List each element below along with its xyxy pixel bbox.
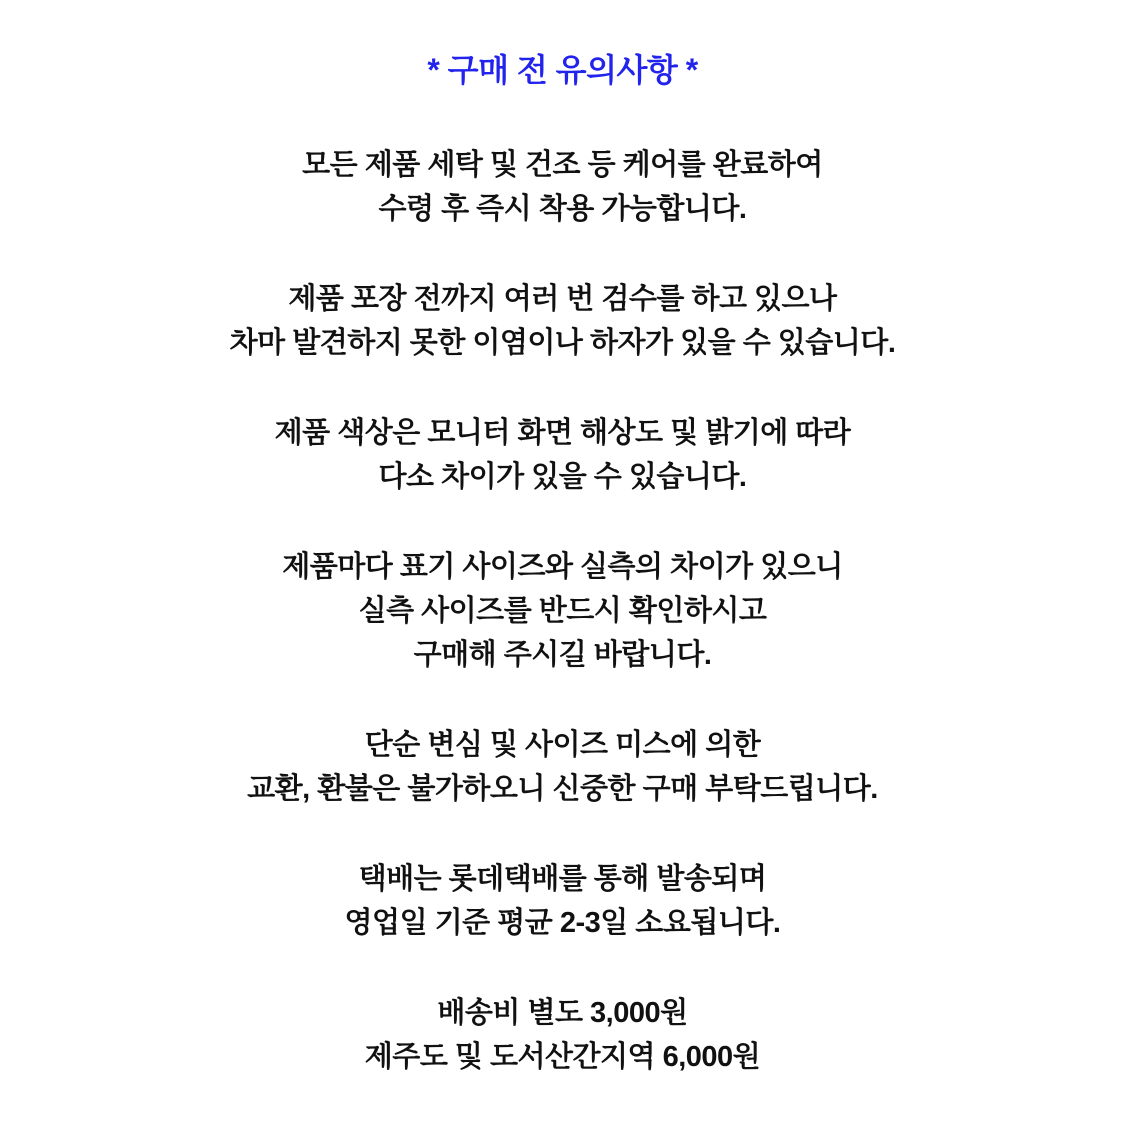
notice-line: 수령 후 즉시 착용 가능합니다. [378, 193, 747, 225]
notice-paragraph-inspection [0, 277, 1125, 365]
notice-paragraph-shipping-fee [0, 991, 1125, 1079]
notice-line: 모든 제품 세탁 및 건조 등 케어를 완료하여 [302, 149, 823, 181]
notice-paragraph-color [0, 411, 1125, 499]
notice-title: * 구매 전 유의사항 * [427, 52, 698, 88]
notice-paragraph-delivery [0, 857, 1125, 945]
notice-paragraph-size [0, 545, 1125, 677]
notice-line: 배송비 별도 3,000원 [437, 997, 688, 1029]
notice-line: 제품마다 표기 사이즈와 실측의 차이가 있으니 [282, 551, 843, 583]
notice-paragraph-care [0, 143, 1125, 231]
notice-line: 단순 변심 및 사이즈 미스에 의한 [364, 729, 761, 761]
notice-line: 차마 발견하지 못한 이염이나 하자가 있을 수 있습니다. [229, 327, 896, 359]
notice-line: 교환, 환불은 불가하오니 신중한 구매 부탁드립니다. [247, 773, 878, 805]
notice-line: 제품 포장 전까지 여러 번 검수를 하고 있으나 [288, 283, 837, 315]
notice-line: 택배는 롯데택배를 통해 발송되며 [358, 863, 767, 895]
notice-paragraph-refund [0, 723, 1125, 811]
notice-line: 다소 차이가 있을 수 있습니다. [378, 461, 747, 493]
notice-line: 제주도 및 도서산간지역 6,000원 [364, 1041, 761, 1073]
notice-line: 제품 색상은 모니터 화면 해상도 및 밝기에 따라 [274, 417, 851, 449]
notice-line: 구매해 주시길 바랍니다. [413, 639, 712, 671]
notice-line: 실측 사이즈를 반드시 확인하시고 [358, 595, 767, 627]
notice-line: 영업일 기준 평균 2-3일 소요됩니다. [344, 907, 781, 939]
